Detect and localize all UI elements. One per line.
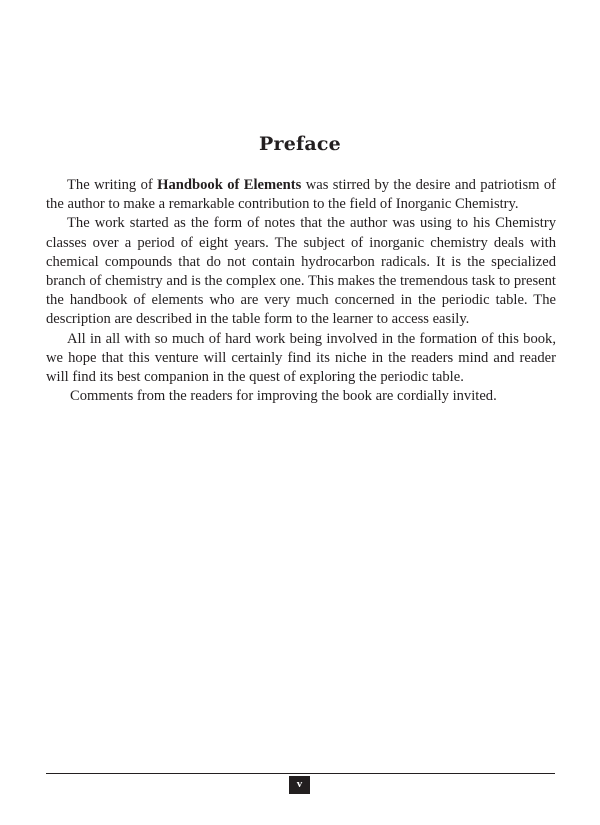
page-number: v	[289, 776, 310, 794]
paragraph-1-intro: The writing of	[67, 177, 158, 193]
paragraph-1-rest: was stirred by the desire and patriotism of the author to make a remarkable contribution to the field of Inorganic Chemistry.	[46, 177, 557, 213]
book-title-bold: Handbook of Elements	[157, 177, 302, 193]
page-title: Preface	[259, 133, 341, 155]
paragraph-4: Comments from the readers for improving the book are cordially invited.	[70, 388, 497, 405]
paragraph-3: All in all with so much of hard work being involved in the formation of this book, we hope that this venture will certainly find its niche in the readers mind and reader will find its best companion in the quest of exploring the periodic table.	[46, 330, 556, 386]
footer-divider	[46, 773, 555, 774]
paragraph-2: The work started as the form of notes that the author was using to his Chemistry classes over a period of eight years. The subject of inorganic chemistry deals with chemical compounds that do not contain hydrocarbon radicals. It is the specialized branch of chemistry and is the complex one. This makes the tremendous task to present the handbook of elements who are very much concerned in the periodic table. The description are described in the table form to the learner to access easily.	[46, 215, 556, 328]
paragraph-1	[46, 176, 556, 214]
preface-body	[46, 176, 556, 406]
